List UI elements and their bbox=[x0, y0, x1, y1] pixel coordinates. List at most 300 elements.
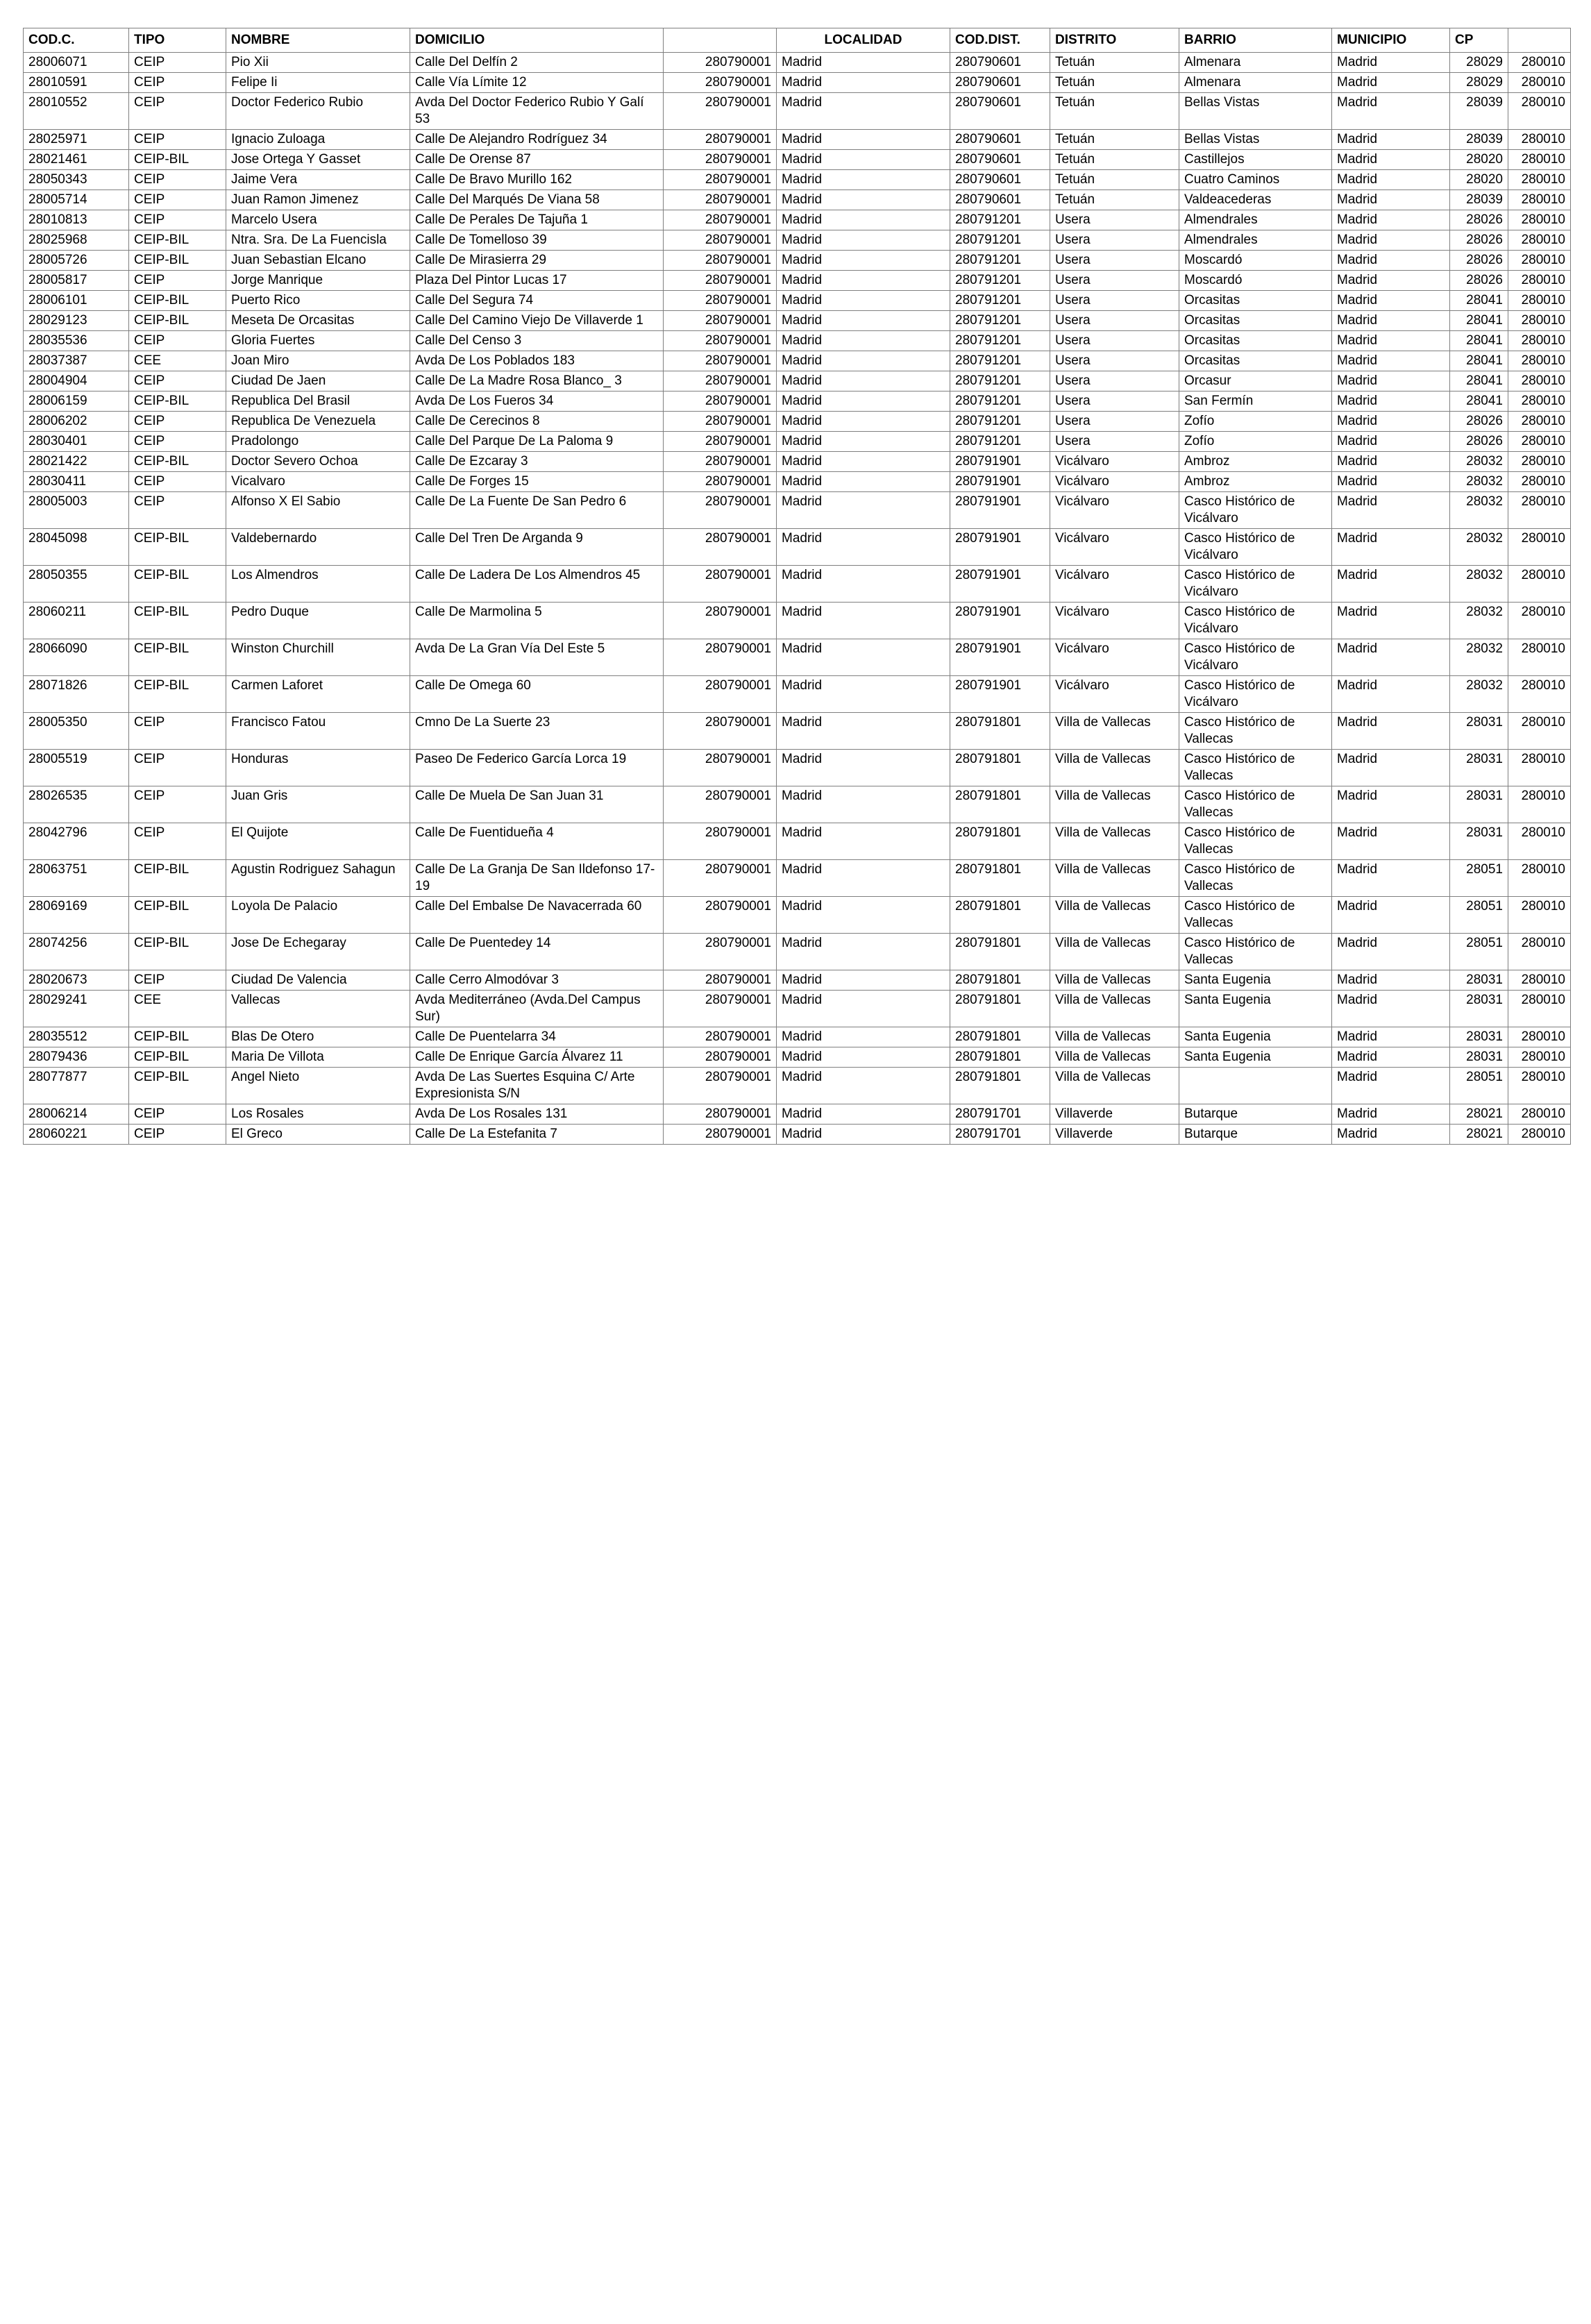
table-cell: Doctor Severo Ochoa bbox=[226, 452, 410, 472]
table-cell: 280010 bbox=[1508, 412, 1571, 432]
table-cell: 280010 bbox=[1508, 1027, 1571, 1047]
table-row bbox=[24, 639, 1571, 676]
table-cell: Casco Histórico de Vallecas bbox=[1179, 750, 1332, 786]
table-cell: Valdebernardo bbox=[226, 529, 410, 566]
table-cell: Madrid bbox=[1332, 603, 1450, 639]
table-cell: Meseta De Orcasitas bbox=[226, 311, 410, 331]
table-cell: 28051 bbox=[1450, 934, 1508, 970]
table-cell: Carmen Laforet bbox=[226, 676, 410, 713]
table-cell: 280010 bbox=[1508, 934, 1571, 970]
table-cell: Republica Del Brasil bbox=[226, 391, 410, 412]
table-cell: 280791201 bbox=[950, 351, 1050, 371]
table-cell: 280010 bbox=[1508, 73, 1571, 93]
table-cell: Madrid bbox=[777, 823, 950, 860]
table-cell: Madrid bbox=[1332, 432, 1450, 452]
table-cell: Madrid bbox=[1332, 331, 1450, 351]
table-cell: 28039 bbox=[1450, 190, 1508, 210]
table-cell: Madrid bbox=[777, 472, 950, 492]
table-cell: 28066090 bbox=[24, 639, 129, 676]
table-cell: Republica De Venezuela bbox=[226, 412, 410, 432]
table-cell: 280790001 bbox=[664, 1125, 777, 1145]
table-cell: Madrid bbox=[1332, 251, 1450, 271]
table-cell: 28006159 bbox=[24, 391, 129, 412]
table-row bbox=[24, 391, 1571, 412]
table-cell: 28050343 bbox=[24, 170, 129, 190]
table-cell: Almenara bbox=[1179, 73, 1332, 93]
table-cell: Calle Del Marqués De Viana 58 bbox=[410, 190, 664, 210]
table-cell: CEIP-BIL bbox=[129, 1027, 226, 1047]
table-cell: Casco Histórico de Vicálvaro bbox=[1179, 603, 1332, 639]
table-cell: 280791801 bbox=[950, 934, 1050, 970]
table-cell: Plaza Del Pintor Lucas 17 bbox=[410, 271, 664, 291]
table-cell: Madrid bbox=[777, 1125, 950, 1145]
table-cell: Agustin Rodriguez Sahagun bbox=[226, 860, 410, 897]
table-cell: Juan Ramon Jimenez bbox=[226, 190, 410, 210]
table-cell: Moscardó bbox=[1179, 251, 1332, 271]
table-cell: Madrid bbox=[777, 676, 950, 713]
table-cell: Madrid bbox=[777, 786, 950, 823]
table-cell: 280790001 bbox=[664, 391, 777, 412]
table-cell: Calle Del Embalse De Navacerrada 60 bbox=[410, 897, 664, 934]
table-cell: CEE bbox=[129, 991, 226, 1027]
table-cell: Madrid bbox=[1332, 210, 1450, 230]
table-row bbox=[24, 1047, 1571, 1068]
table-cell: 28032 bbox=[1450, 529, 1508, 566]
table-cell: 280010 bbox=[1508, 897, 1571, 934]
table-cell: 28041 bbox=[1450, 311, 1508, 331]
table-cell: 280010 bbox=[1508, 472, 1571, 492]
table-cell: Tetuán bbox=[1050, 130, 1179, 150]
table-cell: 280790001 bbox=[664, 130, 777, 150]
table-cell: Calle De Bravo Murillo 162 bbox=[410, 170, 664, 190]
table-cell: Madrid bbox=[777, 970, 950, 991]
table-cell: Orcasitas bbox=[1179, 331, 1332, 351]
column-header: LOCALIDAD bbox=[777, 28, 950, 53]
table-cell: Jose Ortega Y Gasset bbox=[226, 150, 410, 170]
table-row bbox=[24, 823, 1571, 860]
table-cell: 28031 bbox=[1450, 970, 1508, 991]
table-cell: 280010 bbox=[1508, 1047, 1571, 1068]
table-cell: CEIP bbox=[129, 190, 226, 210]
table-cell: Madrid bbox=[1332, 351, 1450, 371]
table-cell: 28032 bbox=[1450, 603, 1508, 639]
table-cell: 280791901 bbox=[950, 676, 1050, 713]
table-cell: Madrid bbox=[1332, 53, 1450, 73]
table-cell: 280791901 bbox=[950, 639, 1050, 676]
table-cell: Madrid bbox=[1332, 529, 1450, 566]
table-cell: Madrid bbox=[1332, 492, 1450, 529]
table-cell: 280790001 bbox=[664, 1104, 777, 1125]
table-cell: Calle Vía Límite 12 bbox=[410, 73, 664, 93]
table-cell: Calle Del Segura 74 bbox=[410, 291, 664, 311]
table-cell: 28026535 bbox=[24, 786, 129, 823]
table-cell: 280010 bbox=[1508, 391, 1571, 412]
table-cell: 280791801 bbox=[950, 750, 1050, 786]
table-cell: 28010591 bbox=[24, 73, 129, 93]
table-cell: Casco Histórico de Vallecas bbox=[1179, 860, 1332, 897]
table-cell: 280010 bbox=[1508, 190, 1571, 210]
table-cell: Vicálvaro bbox=[1050, 492, 1179, 529]
table-cell: 280791201 bbox=[950, 391, 1050, 412]
table-cell: Calle De Marmolina 5 bbox=[410, 603, 664, 639]
table-cell: Almenara bbox=[1179, 53, 1332, 73]
table-cell: Villa de Vallecas bbox=[1050, 1068, 1179, 1104]
table-cell: CEIP-BIL bbox=[129, 639, 226, 676]
table-cell: Valdeacederas bbox=[1179, 190, 1332, 210]
table-head bbox=[24, 28, 1571, 53]
table-cell: Cuatro Caminos bbox=[1179, 170, 1332, 190]
table-row bbox=[24, 432, 1571, 452]
table-cell: Vicálvaro bbox=[1050, 639, 1179, 676]
table-cell: 28006071 bbox=[24, 53, 129, 73]
table-cell: 280791201 bbox=[950, 271, 1050, 291]
table-body bbox=[24, 53, 1571, 1145]
table-cell: Madrid bbox=[777, 566, 950, 603]
table-cell: Calle De La Madre Rosa Blanco_ 3 bbox=[410, 371, 664, 391]
table-cell: Usera bbox=[1050, 251, 1179, 271]
table-cell: Calle De Forges 15 bbox=[410, 472, 664, 492]
table-cell: Santa Eugenia bbox=[1179, 991, 1332, 1027]
table-cell: 28041 bbox=[1450, 291, 1508, 311]
table-cell: 280791201 bbox=[950, 210, 1050, 230]
table-cell: Tetuán bbox=[1050, 53, 1179, 73]
table-cell: Madrid bbox=[777, 432, 950, 452]
table-row bbox=[24, 190, 1571, 210]
column-header: CP bbox=[1450, 28, 1508, 53]
table-cell: Tetuán bbox=[1050, 93, 1179, 130]
table-cell: CEIP bbox=[129, 472, 226, 492]
table-cell: 28031 bbox=[1450, 1047, 1508, 1068]
table-cell: 28005726 bbox=[24, 251, 129, 271]
table-cell: Santa Eugenia bbox=[1179, 1047, 1332, 1068]
table-cell: Madrid bbox=[1332, 1125, 1450, 1145]
table-cell: Calle De Ezcaray 3 bbox=[410, 452, 664, 472]
table-cell: 280791201 bbox=[950, 230, 1050, 251]
table-cell: 280791201 bbox=[950, 371, 1050, 391]
table-cell: 280010 bbox=[1508, 1104, 1571, 1125]
table-cell: 280010 bbox=[1508, 750, 1571, 786]
table-cell: 280790001 bbox=[664, 412, 777, 432]
table-cell: Madrid bbox=[777, 639, 950, 676]
table-cell: 28039 bbox=[1450, 93, 1508, 130]
table-row bbox=[24, 412, 1571, 432]
table-cell: Madrid bbox=[1332, 970, 1450, 991]
table-row bbox=[24, 1068, 1571, 1104]
table-cell: Madrid bbox=[1332, 150, 1450, 170]
table-cell: 280790001 bbox=[664, 170, 777, 190]
table-cell: Madrid bbox=[777, 1104, 950, 1125]
table-cell: CEIP-BIL bbox=[129, 391, 226, 412]
table-cell: Tetuán bbox=[1050, 190, 1179, 210]
table-cell: Zofío bbox=[1179, 412, 1332, 432]
table-cell: 28006101 bbox=[24, 291, 129, 311]
table-cell: Usera bbox=[1050, 210, 1179, 230]
table-cell: 28026 bbox=[1450, 210, 1508, 230]
table-cell: Madrid bbox=[1332, 750, 1450, 786]
table-cell: Madrid bbox=[777, 452, 950, 472]
table-cell: Cmno De La Suerte 23 bbox=[410, 713, 664, 750]
table-cell: 28021 bbox=[1450, 1125, 1508, 1145]
table-cell: Madrid bbox=[1332, 73, 1450, 93]
table-cell: Madrid bbox=[777, 331, 950, 351]
table-row bbox=[24, 271, 1571, 291]
table-cell: Madrid bbox=[777, 412, 950, 432]
table-cell: Angel Nieto bbox=[226, 1068, 410, 1104]
table-cell: 28026 bbox=[1450, 271, 1508, 291]
table-cell: 280790001 bbox=[664, 190, 777, 210]
table-cell: 280790001 bbox=[664, 529, 777, 566]
table-cell: Almendrales bbox=[1179, 230, 1332, 251]
table-cell: 28025968 bbox=[24, 230, 129, 251]
table-cell: Avda De Las Suertes Esquina C/ Arte Expresionista S/N bbox=[410, 1068, 664, 1104]
table-cell: Madrid bbox=[777, 860, 950, 897]
table-cell: Ambroz bbox=[1179, 452, 1332, 472]
table-cell: Madrid bbox=[1332, 676, 1450, 713]
table-cell: 280010 bbox=[1508, 639, 1571, 676]
table-row bbox=[24, 230, 1571, 251]
table-cell: Tetuán bbox=[1050, 170, 1179, 190]
table-cell: Madrid bbox=[1332, 452, 1450, 472]
column-header: DOMICILIO bbox=[410, 28, 664, 53]
table-cell: 28026 bbox=[1450, 230, 1508, 251]
table-cell: 280010 bbox=[1508, 860, 1571, 897]
table-cell: Villa de Vallecas bbox=[1050, 1047, 1179, 1068]
table-cell: 280791801 bbox=[950, 970, 1050, 991]
table-cell: 280010 bbox=[1508, 230, 1571, 251]
table-cell: 28032 bbox=[1450, 472, 1508, 492]
table-cell: 280010 bbox=[1508, 311, 1571, 331]
table-cell: CEIP bbox=[129, 210, 226, 230]
table-cell: 28035536 bbox=[24, 331, 129, 351]
table-cell: 280790001 bbox=[664, 311, 777, 331]
table-cell: Madrid bbox=[777, 897, 950, 934]
table-cell: Blas De Otero bbox=[226, 1027, 410, 1047]
table-row bbox=[24, 130, 1571, 150]
table-cell: CEIP bbox=[129, 93, 226, 130]
table-cell: Casco Histórico de Vallecas bbox=[1179, 934, 1332, 970]
column-header: MUNICIPIO bbox=[1332, 28, 1450, 53]
table-cell: Bellas Vistas bbox=[1179, 93, 1332, 130]
table-cell: Ciudad De Jaen bbox=[226, 371, 410, 391]
table-cell: 28029 bbox=[1450, 53, 1508, 73]
table-row bbox=[24, 371, 1571, 391]
table-cell: 28045098 bbox=[24, 529, 129, 566]
table-row bbox=[24, 331, 1571, 351]
table-cell: 280790001 bbox=[664, 823, 777, 860]
table-cell: Madrid bbox=[1332, 934, 1450, 970]
table-cell: 28037387 bbox=[24, 351, 129, 371]
table-cell: 280790001 bbox=[664, 251, 777, 271]
table-cell: Calle De La Fuente De San Pedro 6 bbox=[410, 492, 664, 529]
table-cell: Winston Churchill bbox=[226, 639, 410, 676]
table-cell: 280010 bbox=[1508, 603, 1571, 639]
table-row bbox=[24, 291, 1571, 311]
table-cell: 280010 bbox=[1508, 1068, 1571, 1104]
table-cell: CEIP-BIL bbox=[129, 860, 226, 897]
table-row bbox=[24, 786, 1571, 823]
table-cell: CEIP-BIL bbox=[129, 452, 226, 472]
table-cell: Madrid bbox=[1332, 897, 1450, 934]
table-row bbox=[24, 251, 1571, 271]
table-cell: Madrid bbox=[777, 529, 950, 566]
table-cell: Vicálvaro bbox=[1050, 566, 1179, 603]
table-cell: 28031 bbox=[1450, 991, 1508, 1027]
table-cell: Madrid bbox=[777, 53, 950, 73]
table-cell: 280791701 bbox=[950, 1125, 1050, 1145]
table-cell: 28031 bbox=[1450, 713, 1508, 750]
table-cell: CEIP-BIL bbox=[129, 897, 226, 934]
table-cell: Avda De Los Rosales 131 bbox=[410, 1104, 664, 1125]
table-cell: Casco Histórico de Vicálvaro bbox=[1179, 676, 1332, 713]
table-cell: Avda Mediterráneo (Avda.Del Campus Sur) bbox=[410, 991, 664, 1027]
table-cell: Vallecas bbox=[226, 991, 410, 1027]
table-cell: Madrid bbox=[777, 93, 950, 130]
table-cell: Usera bbox=[1050, 331, 1179, 351]
table-cell: Calle Cerro Almodóvar 3 bbox=[410, 970, 664, 991]
table-cell: Ambroz bbox=[1179, 472, 1332, 492]
table-cell: 28063751 bbox=[24, 860, 129, 897]
table-cell: 28005519 bbox=[24, 750, 129, 786]
table-cell: Vicálvaro bbox=[1050, 472, 1179, 492]
table-cell: 280790001 bbox=[664, 934, 777, 970]
table-cell: Villa de Vallecas bbox=[1050, 934, 1179, 970]
table-cell: 280791901 bbox=[950, 566, 1050, 603]
table-cell: Madrid bbox=[777, 150, 950, 170]
table-cell: Maria De Villota bbox=[226, 1047, 410, 1068]
table-cell: Tetuán bbox=[1050, 150, 1179, 170]
table-cell: Villa de Vallecas bbox=[1050, 823, 1179, 860]
table-cell: Madrid bbox=[1332, 786, 1450, 823]
table-row bbox=[24, 492, 1571, 529]
table-cell: Paseo De Federico García Lorca 19 bbox=[410, 750, 664, 786]
table-cell: 280010 bbox=[1508, 170, 1571, 190]
table-cell: 280010 bbox=[1508, 823, 1571, 860]
table-cell: Madrid bbox=[1332, 1027, 1450, 1047]
table-cell: Casco Histórico de Vallecas bbox=[1179, 823, 1332, 860]
table-cell: Madrid bbox=[1332, 991, 1450, 1027]
table-cell: Madrid bbox=[777, 371, 950, 391]
table-cell: 28074256 bbox=[24, 934, 129, 970]
table-cell: 280791801 bbox=[950, 713, 1050, 750]
table-cell: 280790001 bbox=[664, 150, 777, 170]
table-cell: Ntra. Sra. De La Fuencisla bbox=[226, 230, 410, 251]
table-cell: 28020 bbox=[1450, 170, 1508, 190]
table-cell: 280791801 bbox=[950, 823, 1050, 860]
table-cell: Orcasitas bbox=[1179, 311, 1332, 331]
table-cell: 280791201 bbox=[950, 251, 1050, 271]
table-cell: Madrid bbox=[777, 251, 950, 271]
table-cell: Madrid bbox=[1332, 639, 1450, 676]
table-cell: Villa de Vallecas bbox=[1050, 970, 1179, 991]
table-cell: 28031 bbox=[1450, 823, 1508, 860]
table-cell: CEIP-BIL bbox=[129, 1068, 226, 1104]
table-cell: Joan Miro bbox=[226, 351, 410, 371]
table-cell: 280010 bbox=[1508, 786, 1571, 823]
table-cell: Jaime Vera bbox=[226, 170, 410, 190]
table-cell: 280790601 bbox=[950, 73, 1050, 93]
table-cell: 28005003 bbox=[24, 492, 129, 529]
table-cell: Orcasur bbox=[1179, 371, 1332, 391]
table-cell: Madrid bbox=[1332, 371, 1450, 391]
table-cell: Madrid bbox=[777, 750, 950, 786]
table-cell: Puerto Rico bbox=[226, 291, 410, 311]
table-cell: 28042796 bbox=[24, 823, 129, 860]
table-cell: 280791701 bbox=[950, 1104, 1050, 1125]
table-cell: Butarque bbox=[1179, 1104, 1332, 1125]
table-cell: 28010813 bbox=[24, 210, 129, 230]
table-cell: CEIP bbox=[129, 786, 226, 823]
table-cell: Madrid bbox=[1332, 1047, 1450, 1068]
table-cell: Madrid bbox=[1332, 1104, 1450, 1125]
table-cell: Madrid bbox=[777, 1047, 950, 1068]
table-cell: Marcelo Usera bbox=[226, 210, 410, 230]
table-cell: 28077877 bbox=[24, 1068, 129, 1104]
table-cell: Madrid bbox=[1332, 1068, 1450, 1104]
table-cell: 280790001 bbox=[664, 970, 777, 991]
table-row bbox=[24, 713, 1571, 750]
table-cell: Calle Del Tren De Arganda 9 bbox=[410, 529, 664, 566]
header-row bbox=[24, 28, 1571, 53]
table-cell: CEIP-BIL bbox=[129, 566, 226, 603]
table-cell: 28030411 bbox=[24, 472, 129, 492]
table-cell: Villaverde bbox=[1050, 1125, 1179, 1145]
table-cell: CEIP-BIL bbox=[129, 230, 226, 251]
table-cell: CEIP-BIL bbox=[129, 311, 226, 331]
table-cell: El Greco bbox=[226, 1125, 410, 1145]
table-cell: Calle De Alejandro Rodríguez 34 bbox=[410, 130, 664, 150]
table-cell: Vicálvaro bbox=[1050, 452, 1179, 472]
table-cell: Madrid bbox=[777, 230, 950, 251]
table-cell: 280010 bbox=[1508, 331, 1571, 351]
table-cell: 280790001 bbox=[664, 210, 777, 230]
table-cell: 28051 bbox=[1450, 1068, 1508, 1104]
table-cell: 28060211 bbox=[24, 603, 129, 639]
table-cell: Casco Histórico de Vallecas bbox=[1179, 897, 1332, 934]
table-cell: Madrid bbox=[777, 603, 950, 639]
table-cell: CEIP bbox=[129, 713, 226, 750]
table-cell: 280010 bbox=[1508, 53, 1571, 73]
table-cell: Avda De Los Fueros 34 bbox=[410, 391, 664, 412]
table-cell: Usera bbox=[1050, 351, 1179, 371]
table-cell: El Quijote bbox=[226, 823, 410, 860]
table-cell: Madrid bbox=[777, 934, 950, 970]
table-cell: Villa de Vallecas bbox=[1050, 786, 1179, 823]
table-cell: 28035512 bbox=[24, 1027, 129, 1047]
table-cell: Pedro Duque bbox=[226, 603, 410, 639]
table-cell: 28020 bbox=[1450, 150, 1508, 170]
table-cell: Usera bbox=[1050, 412, 1179, 432]
table-cell: 280790001 bbox=[664, 991, 777, 1027]
table-row bbox=[24, 150, 1571, 170]
table-cell: Los Almendros bbox=[226, 566, 410, 603]
table-cell: 28032 bbox=[1450, 676, 1508, 713]
table-cell: Ciudad De Valencia bbox=[226, 970, 410, 991]
table-cell: 280791801 bbox=[950, 786, 1050, 823]
table-cell: Villa de Vallecas bbox=[1050, 991, 1179, 1027]
table-cell: 280010 bbox=[1508, 251, 1571, 271]
table-cell: 28041 bbox=[1450, 391, 1508, 412]
table-cell: 280790001 bbox=[664, 452, 777, 472]
table-cell: Tetuán bbox=[1050, 73, 1179, 93]
table-cell: 28079436 bbox=[24, 1047, 129, 1068]
table-cell: 280790001 bbox=[664, 432, 777, 452]
table-cell: Madrid bbox=[777, 991, 950, 1027]
table-cell: 280010 bbox=[1508, 432, 1571, 452]
table-cell: Juan Gris bbox=[226, 786, 410, 823]
table-cell: Castillejos bbox=[1179, 150, 1332, 170]
table-cell: Calle De Puentedey 14 bbox=[410, 934, 664, 970]
table-cell: Casco Histórico de Vicálvaro bbox=[1179, 639, 1332, 676]
